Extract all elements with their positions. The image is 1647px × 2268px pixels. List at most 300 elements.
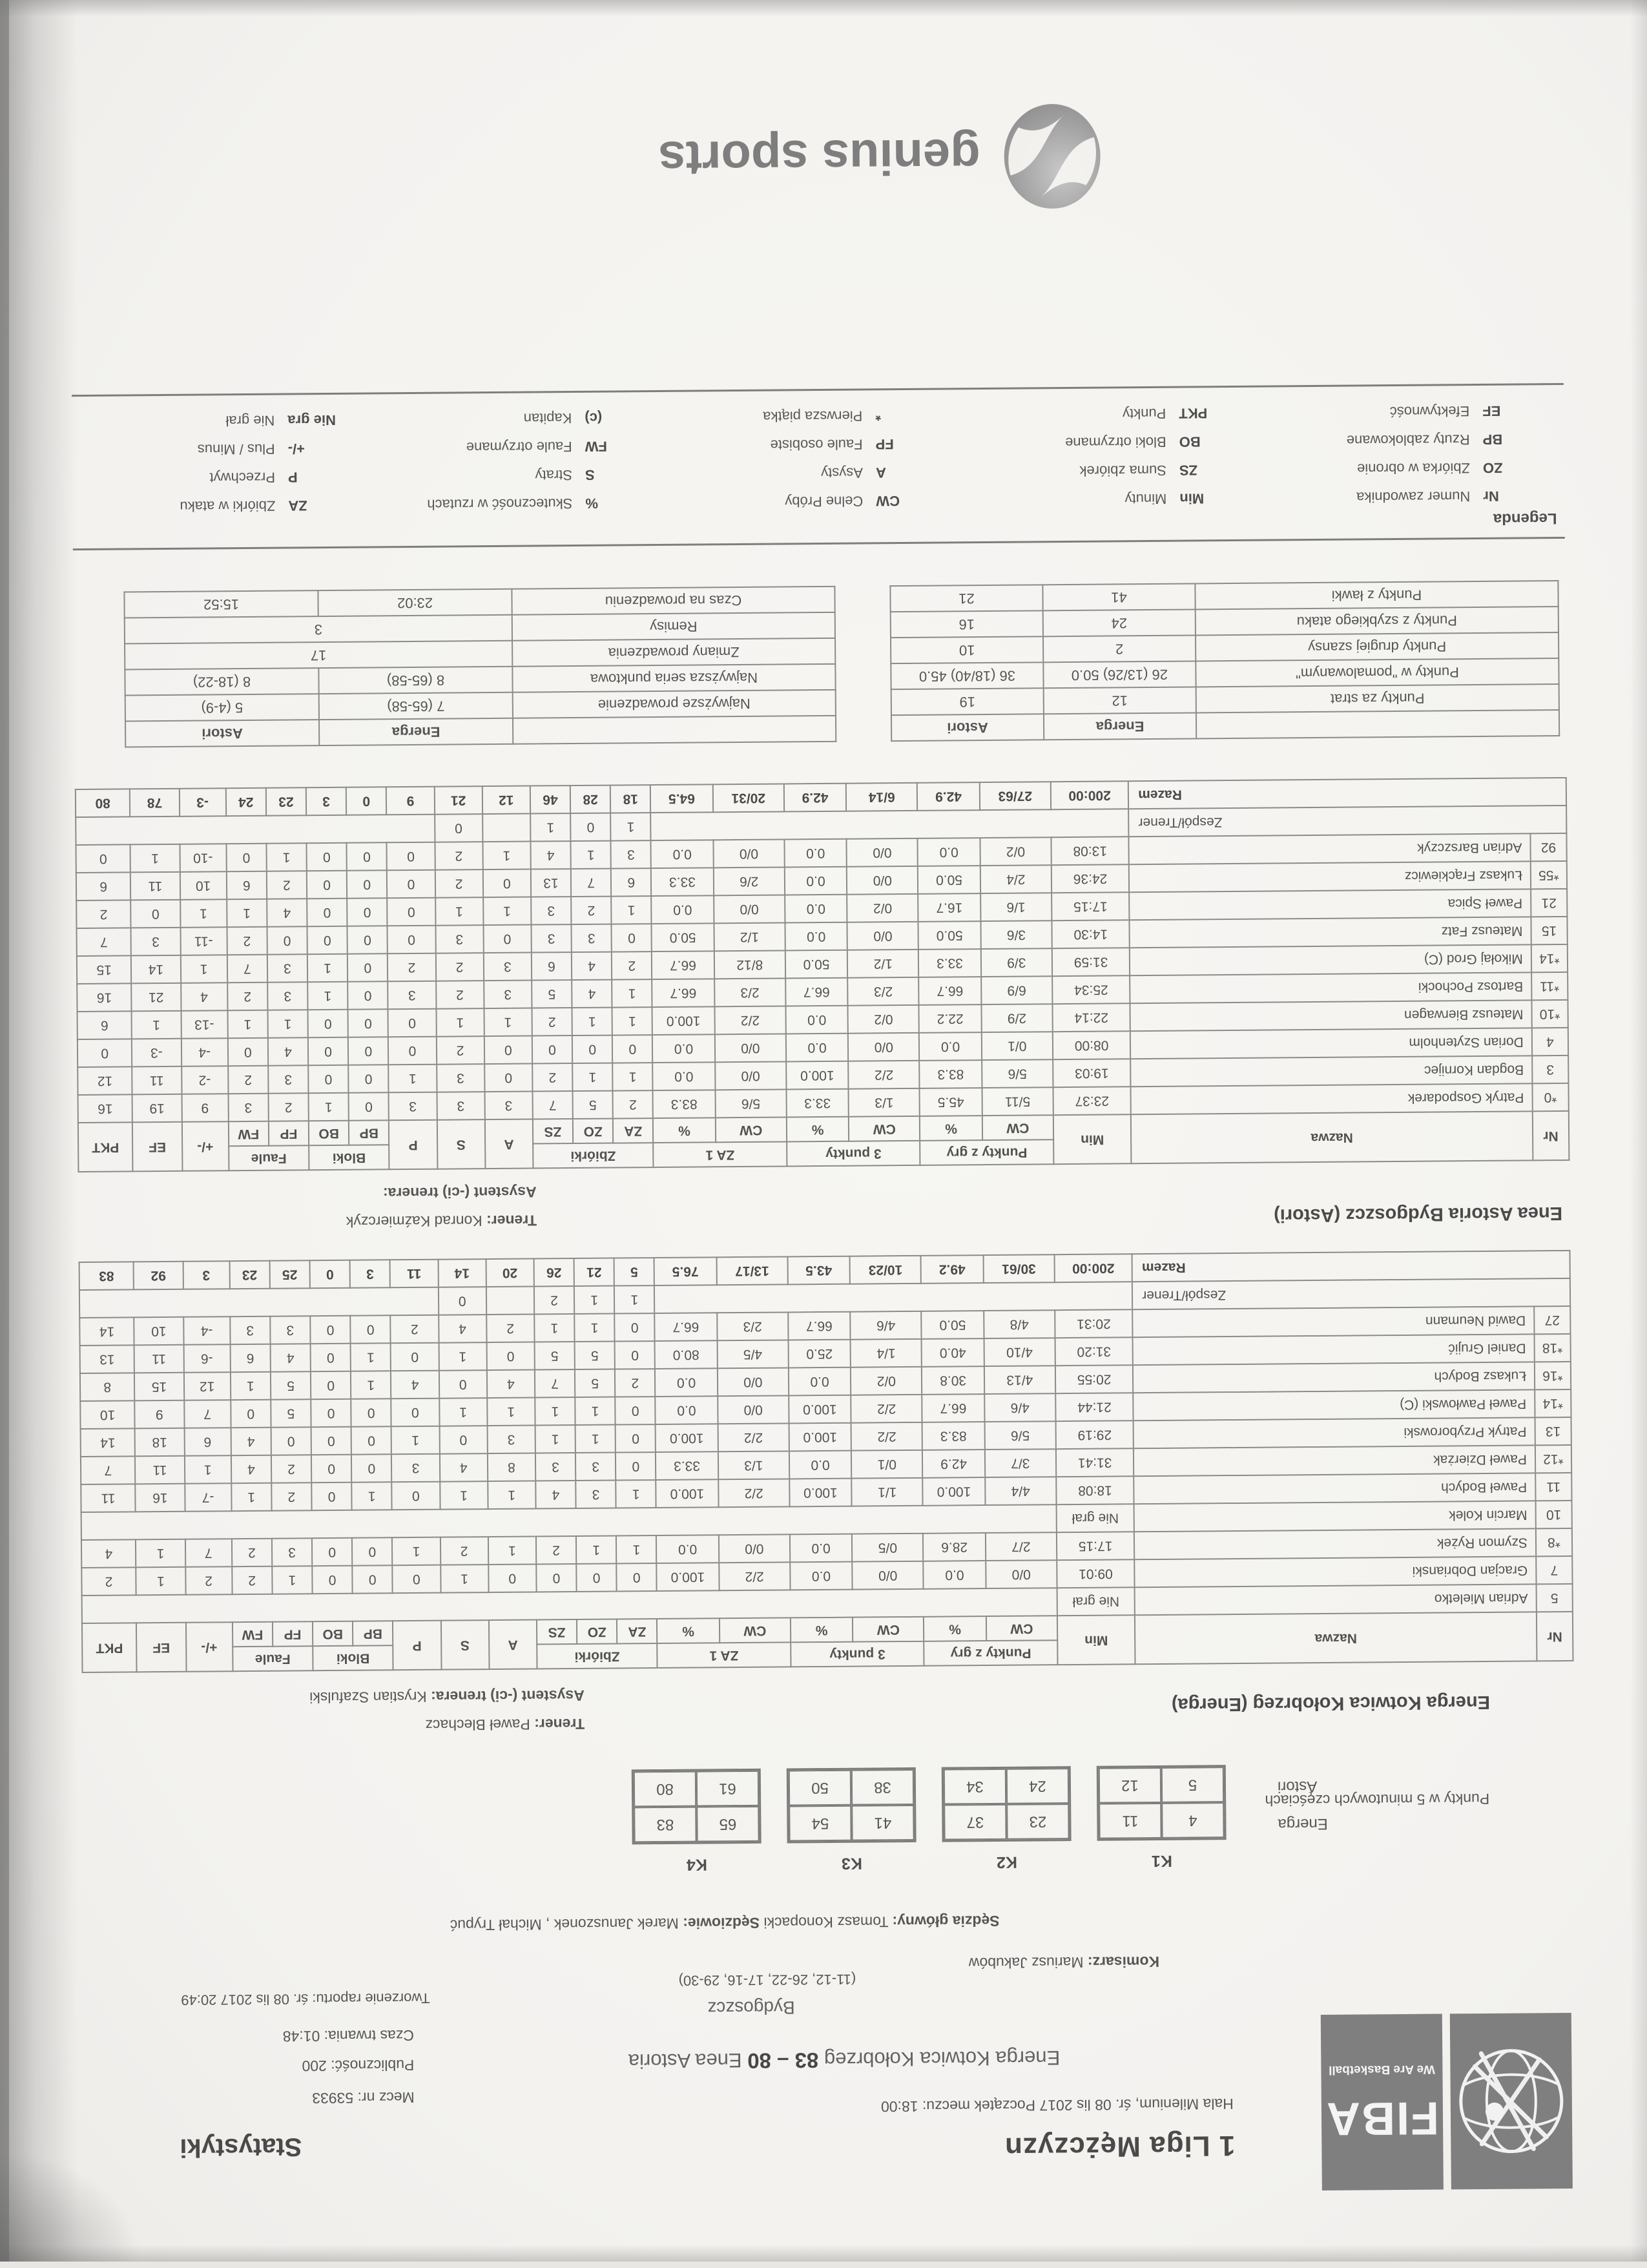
stat-pkt: 6	[78, 1011, 132, 1039]
stat-pkt: 12	[78, 1066, 132, 1095]
player-number: *18	[1534, 1334, 1570, 1362]
player-number: *12	[1535, 1445, 1571, 1473]
total-ftp: 76.5	[654, 1257, 717, 1285]
legend-abbr: P	[288, 468, 350, 486]
summary-header: Astori	[125, 720, 319, 747]
player-number: 4	[1532, 1028, 1568, 1056]
stat-pm: -7	[185, 1483, 232, 1512]
stat-ftp: 0.0	[652, 895, 714, 924]
quarter-cell: 37	[944, 1804, 1006, 1840]
stat-p3: 1/3	[849, 1088, 920, 1117]
fiba-globe-icon	[1450, 2013, 1573, 2189]
stat-fw: 4	[231, 1455, 272, 1483]
legend-desc: Faule otrzymane	[466, 439, 572, 455]
stat-bp: 0	[351, 1426, 391, 1454]
stat-ft: 2/2	[718, 1479, 790, 1507]
stat-fw: 3	[228, 1094, 269, 1121]
stat-s: 2	[436, 1036, 484, 1065]
quarter-header: K1	[1097, 1851, 1227, 1871]
stat-za: 3	[611, 840, 651, 868]
stat-s: 0	[439, 1426, 488, 1454]
quarter-cell: 61	[696, 1771, 759, 1807]
summary-value-astori: 5 (4-9)	[125, 694, 319, 721]
stat-p3p: 100.0	[789, 1423, 851, 1451]
stat-pkt: 8	[80, 1373, 135, 1401]
stat-min: 21:44	[1055, 1393, 1134, 1421]
stat-ef: 1	[132, 1011, 181, 1039]
stat-bo: 1	[309, 1093, 349, 1121]
team-heading-astoria: Enea Astoria Bydgoszcz (Astori)	[1274, 1202, 1562, 1226]
stat-fgp: 40.0	[922, 1338, 984, 1367]
stat-a: 3	[487, 1426, 535, 1454]
stat-p: 0	[392, 1482, 440, 1510]
player-name: Daniel Grujić	[1133, 1334, 1535, 1365]
stat-ft: 0/0	[715, 1061, 787, 1090]
summary-value-energa: 7 (65-58)	[319, 692, 513, 720]
stat-p3: 2/2	[848, 1061, 920, 1089]
stat-ef: 9	[135, 1400, 185, 1429]
stat-fgp: 16.7	[918, 893, 981, 922]
report-created-line: Tworzenie raportu: śr. 08 lis 2017 20:49	[181, 1990, 430, 2008]
stat-s: 3	[435, 925, 484, 953]
stat-fw: 2	[227, 927, 267, 955]
player-name: Adrian Barszczyk	[1129, 833, 1531, 864]
stat-za: 1	[610, 813, 650, 840]
stat-ft: 2/2	[718, 1423, 789, 1451]
stat-fg: 4/8	[984, 1310, 1055, 1338]
total-s: 21	[434, 786, 482, 815]
stat-p3: 0/2	[848, 1005, 920, 1034]
total-zs: 46	[530, 785, 570, 813]
legend-item	[763, 407, 937, 425]
column-header: P	[389, 1120, 437, 1170]
stat-min: 29:19	[1056, 1420, 1134, 1449]
legend-item	[225, 411, 349, 430]
total-p: 9	[386, 787, 435, 815]
stat-za: 1	[616, 1480, 656, 1508]
stat-ft: 1/3	[718, 1451, 790, 1479]
quarter-cell: 11	[1099, 1803, 1161, 1839]
stat-bp: 0	[348, 1065, 388, 1092]
quarter-cell: 83	[634, 1807, 696, 1843]
legend-abbr: FW	[585, 437, 647, 455]
summary-header: Energa	[1044, 713, 1196, 740]
stat-p3: 0/2	[851, 1367, 922, 1395]
column-header: PKT	[78, 1122, 133, 1172]
column-header: PKT	[82, 1623, 137, 1672]
stat-min: 24:36	[1051, 864, 1130, 893]
stat-za: 0	[612, 1035, 652, 1063]
summary-header	[513, 716, 836, 744]
player-name: Mikołaj Grod (C)	[1130, 944, 1531, 975]
player-number: 10	[1535, 1501, 1571, 1528]
stat-ftp: 83.3	[653, 1090, 716, 1118]
legend-desc: Zbiórki w ataku	[180, 498, 275, 515]
summary-header-row	[891, 710, 1559, 741]
assistant-label: Asystent (-ci) trenera:	[431, 1687, 585, 1705]
stat-za: 0	[615, 1397, 655, 1424]
column-subheader: FW	[229, 1121, 269, 1146]
stat-ft: 2/2	[714, 1006, 786, 1034]
stat-ftp: 66.7	[655, 1313, 718, 1341]
head-referee-label: Sędzia główny:	[892, 1913, 999, 1930]
summary-table	[123, 586, 836, 748]
stat-p3: 0/0	[847, 838, 918, 867]
legend-desc: Faule osobiste	[770, 436, 862, 453]
legend-abbr: EF	[1482, 402, 1544, 419]
stat-fw: 1	[227, 1010, 268, 1038]
summary-value-astori: 16	[891, 610, 1043, 638]
page-title: 1 Liga Mężczyzn	[1004, 2129, 1236, 2163]
stat-pkt: 14	[81, 1428, 136, 1457]
stat-za: 2	[612, 952, 652, 979]
stat-za: 1	[616, 1535, 656, 1563]
stat-pkt: 4	[81, 1539, 136, 1568]
stat-p3: 0/2	[847, 894, 918, 922]
quarter-team-label: Astori	[1278, 1776, 1374, 1795]
stat-fgp: 28.6	[923, 1533, 986, 1561]
stat-min: 18:08	[1056, 1476, 1134, 1504]
quarter-box	[1097, 1765, 1227, 1841]
stat-fg: 4/4	[985, 1477, 1057, 1505]
referees-line	[450, 1912, 1000, 1934]
stat-ft: 0/0	[718, 1395, 789, 1424]
blank	[654, 1282, 1132, 1313]
column-header: S	[437, 1119, 485, 1169]
stat-s: 1	[439, 1342, 487, 1371]
column-subheader: ZS	[537, 1619, 577, 1644]
legend-item	[1079, 461, 1241, 479]
column-header: EF	[136, 1623, 186, 1672]
stat-zs: 1	[535, 1425, 575, 1453]
stat-p3p: 100.0	[786, 1061, 849, 1090]
stat-s: 2	[440, 1537, 488, 1565]
stat-fgp: 45.5	[920, 1088, 982, 1116]
stat-zs: 3	[531, 897, 571, 924]
quarter-header: K4	[632, 1855, 761, 1875]
stat-ef: 1	[130, 844, 180, 873]
stat-p3p: 66.7	[788, 1312, 851, 1340]
player-name: Patryk Gospodarek	[1131, 1083, 1533, 1114]
stat-fgp: 33.3	[918, 949, 981, 977]
duration: Czas trwania: 01:48	[283, 2026, 414, 2045]
stat-zo: 4	[572, 952, 612, 980]
stat-ef: 11	[135, 1456, 185, 1484]
score-value: 83 – 80	[747, 2048, 818, 2073]
stat-bo: 0	[307, 871, 347, 899]
stat-min: 31:59	[1052, 948, 1130, 976]
score-home-team: Energa Kotwica Kołobrzeg	[824, 2046, 1061, 2071]
stat-fp: 0	[267, 926, 307, 954]
summary-value-energa: 24	[1043, 609, 1196, 636]
stat-p3: 0/5	[852, 1534, 924, 1562]
stat-p3: 0/0	[847, 866, 918, 895]
stat-pkt: 11	[81, 1484, 136, 1512]
stat-zo: 4	[572, 980, 612, 1008]
stat-s: 2	[436, 981, 484, 1009]
legend-abbr: S	[585, 466, 647, 483]
player-number: 11	[1535, 1473, 1571, 1501]
column-header: 3 punkty	[791, 1641, 924, 1667]
stat-fgp: 83.3	[922, 1422, 985, 1450]
stat-p3: 0/0	[848, 1033, 920, 1061]
roster-table	[79, 1250, 1574, 1673]
legend-desc: Pierwsza piątka	[763, 408, 862, 424]
player-name: Patryk Przyborowski	[1134, 1417, 1535, 1448]
stat-p3p: 0.0	[785, 1006, 848, 1034]
stat-p: 0	[387, 842, 435, 871]
stat-za: 2	[615, 1369, 655, 1397]
stat-zs: 2	[532, 1008, 572, 1035]
stat-za: 0	[616, 1452, 656, 1480]
summary-header: Energa	[319, 718, 513, 745]
quarter-cell: 23	[1006, 1804, 1069, 1840]
stat-zo: 2	[571, 897, 611, 924]
legend-desc: Nie grał	[225, 413, 274, 430]
stat-ft: 5/6	[715, 1089, 787, 1118]
legend-abbr: PKT	[1179, 404, 1241, 422]
stat-p: 0	[387, 870, 435, 899]
column-header: S	[440, 1620, 489, 1670]
column-header: Faule	[229, 1145, 309, 1170]
total-fw: 23	[229, 1261, 270, 1289]
summary-label: Punkty z ławki	[1195, 581, 1558, 609]
legend-desc: Przechwyt	[209, 470, 275, 486]
total-za: 5	[614, 1258, 654, 1285]
stat-zs: 4	[535, 1481, 575, 1508]
stat-bp: 1	[351, 1343, 391, 1371]
column-subheader: CW	[720, 1618, 791, 1643]
stat-zo: 3	[575, 1453, 616, 1481]
column-subheader: %	[657, 1618, 720, 1643]
team-row-label: Zespół/Trener	[1132, 1278, 1570, 1309]
stat-pkt: 0	[76, 844, 130, 873]
blank	[651, 809, 1129, 840]
total-pkt: 80	[76, 789, 130, 817]
summary-header: Astori	[891, 714, 1044, 741]
stat-p: 0	[388, 898, 436, 926]
stat-pkt: 16	[77, 983, 132, 1012]
stat-p3p: 0.0	[784, 839, 847, 868]
stat-pm: 1	[180, 955, 227, 983]
coach-line-astoria	[346, 1211, 537, 1230]
legend-desc: Straty	[535, 467, 572, 483]
player-name: Dorian Szytenholm	[1130, 1028, 1532, 1059]
stat-p: 1	[389, 1065, 437, 1093]
total-ft: 13/17	[716, 1256, 788, 1285]
roster-table	[75, 777, 1570, 1172]
player-name: Gracjan Dobrianski	[1134, 1556, 1536, 1587]
stat-ftp: 33.3	[656, 1451, 718, 1480]
stat-p3: 0/0	[852, 1561, 924, 1590]
stat-fgp: 66.7	[922, 1394, 985, 1422]
stat-zo: 0	[576, 1564, 616, 1592]
stats-label: Statystyki	[180, 2132, 302, 2161]
stat-ft: 2/3	[714, 978, 786, 1006]
player-name: Bartosz Pochocki	[1130, 972, 1531, 1003]
legend-item	[466, 437, 647, 455]
stat-zs: 5	[532, 980, 572, 1008]
stat-fg: 4/6	[984, 1393, 1056, 1422]
summary-value-astori: 19	[891, 688, 1044, 715]
stat-pkt: 14	[79, 1317, 134, 1346]
stat-bp: 0	[350, 1315, 390, 1343]
coach-name: Konrad Kaźmierczyk	[346, 1212, 487, 1231]
stat-bp: 0	[347, 898, 387, 926]
stat-a: 4	[487, 1370, 535, 1399]
stat-s: 0	[439, 1370, 487, 1399]
stat-pm: 1	[184, 1455, 231, 1484]
stat-fw: 3	[230, 1316, 271, 1344]
total-p3: 10/23	[850, 1256, 922, 1284]
stat-p3p: 33.3	[786, 1089, 849, 1118]
stat-min: 20:31	[1055, 1309, 1133, 1338]
stat-pm: 10	[180, 871, 227, 900]
fiba-tagline: We Are Basketball	[1321, 2062, 1442, 2077]
stat-pkt: 15	[77, 955, 132, 984]
stat-ftp: 50.0	[652, 923, 714, 952]
stat-a: 0	[483, 925, 532, 953]
stat-a: 1	[483, 897, 532, 926]
stat-p3: 0/1	[851, 1450, 923, 1479]
stat-s: 3	[437, 1064, 485, 1092]
legend-abbr: %	[585, 494, 647, 512]
roster-energa	[79, 1250, 1574, 1673]
stat-za: 1	[612, 979, 652, 1007]
stat-fgp: 0.0	[918, 838, 980, 866]
stat-fg: 5/6	[984, 1421, 1056, 1450]
legend-abbr: BP	[1483, 430, 1545, 448]
stat-za: 1	[612, 1063, 652, 1090]
stat-ftp: 0.0	[651, 840, 714, 868]
total-fp: 23	[266, 787, 306, 815]
stat-fg: 6/9	[981, 976, 1053, 1004]
total-ef: 78	[130, 789, 180, 817]
stat-bp: 0	[347, 953, 388, 981]
stat-pm: 7	[184, 1400, 231, 1428]
stat-ef: 0	[131, 900, 181, 928]
summary-value-energa: 26 (13/26) 50.0	[1043, 661, 1196, 688]
stat-za: 6	[611, 868, 651, 896]
total-pm: -3	[179, 788, 226, 817]
legend-abbr: CW	[876, 492, 938, 510]
column-header: Nazwa	[1131, 1111, 1533, 1163]
column-subheader: CW	[853, 1617, 924, 1642]
legend-item	[785, 492, 938, 510]
summary-row	[891, 684, 1559, 715]
commissioner-label: Komisarz:	[1088, 1953, 1159, 1971]
stat-fgp: 22.2	[919, 1004, 982, 1033]
stat-pm: -10	[180, 844, 227, 872]
stat-zs: 0	[536, 1564, 576, 1592]
stat-s: 0	[435, 814, 483, 842]
stat-fw: 0	[226, 844, 267, 871]
stat-fg: 0/1	[981, 1032, 1053, 1060]
stat-p3: 2/2	[851, 1395, 922, 1423]
stat-pkt: 2	[76, 900, 131, 928]
total-ef: 92	[134, 1262, 183, 1290]
referees-label: Sędziowie:	[683, 1915, 760, 1932]
stat-zo: 3	[572, 924, 612, 952]
legend-desc: Suma zbiórek	[1079, 463, 1166, 479]
stat-fp: 5	[271, 1371, 311, 1399]
assistant-line-energa	[309, 1687, 585, 1706]
stat-zo: 1	[574, 1314, 614, 1342]
fiba-wordmark-box	[1321, 2014, 1444, 2190]
legend-abbr: Min	[1179, 490, 1241, 507]
score-away-team: Enea Astoria	[628, 2049, 742, 2072]
stat-za: 2	[613, 1090, 653, 1118]
summary-table-left	[889, 580, 1560, 742]
stat-ef: 1	[136, 1539, 185, 1568]
stat-p3p: 0.0	[790, 1534, 853, 1563]
column-subheader: BP	[349, 1120, 389, 1145]
stat-ftp: 33.3	[651, 868, 714, 896]
column-subheader: BO	[309, 1121, 349, 1145]
column-header: +/-	[181, 1121, 229, 1171]
stat-fw: 1	[227, 899, 267, 927]
totals-label: Razem	[1132, 1251, 1570, 1282]
column-header: Nr	[1537, 1612, 1573, 1661]
stat-ftp: 66.7	[652, 951, 714, 979]
stat-p3p: 0.0	[785, 922, 847, 951]
total-s: 14	[438, 1259, 486, 1287]
summary-span-value: 17	[125, 641, 512, 670]
legend-item	[198, 440, 350, 458]
stat-zo: 1	[572, 1008, 612, 1035]
stat-bo: 0	[308, 1037, 348, 1065]
legend-item	[524, 409, 647, 426]
coach-line-energa	[425, 1715, 585, 1734]
stat-zs: 7	[535, 1369, 575, 1397]
stat-za: 1	[611, 896, 651, 924]
column-subheader: %	[653, 1118, 716, 1143]
legend-desc: Zbiórka w obronie	[1357, 460, 1470, 477]
summary-value-energa: 12	[1044, 687, 1196, 714]
stat-fp: 4	[270, 1344, 310, 1371]
player-number: 7	[1536, 1556, 1572, 1584]
stat-za: 1	[614, 1285, 654, 1313]
stat-ftp: 100.0	[656, 1424, 718, 1452]
stat-ftp: 0.0	[655, 1368, 718, 1397]
stat-fw: 4	[231, 1428, 271, 1455]
stat-a: 3	[484, 981, 532, 1009]
stat-zs: 2	[532, 1063, 572, 1091]
stat-ftp: 0.0	[656, 1396, 718, 1424]
stat-bp: 0	[349, 1092, 389, 1120]
total-fg: 30/61	[983, 1254, 1055, 1283]
fiba-logo	[1313, 2013, 1573, 2190]
stat-fg: 2/7	[986, 1532, 1057, 1561]
stat-zs: 1	[535, 1397, 575, 1425]
stat-ef: 1	[136, 1567, 186, 1596]
total-bp: 0	[346, 787, 386, 815]
stat-pm: 4	[181, 983, 228, 1011]
five-min-points-label: Punkty w 5 minutowych częściach	[1265, 1790, 1489, 1809]
legend-desc: Kapitan	[524, 410, 572, 427]
stat-p3p: 0.0	[786, 1034, 849, 1062]
summary-value-energa: 23:02	[318, 589, 512, 616]
stat-pm: -13	[181, 1010, 228, 1039]
stat-ftp: 0.0	[652, 1034, 715, 1063]
player-number: 13	[1535, 1417, 1571, 1445]
summary-row	[891, 607, 1559, 638]
stat-bo: 0	[311, 1371, 351, 1399]
player-number: *14	[1531, 944, 1568, 972]
stat-ftp: 100.0	[656, 1479, 719, 1508]
legend-abbr: ZO	[1483, 459, 1545, 476]
legend-item	[1390, 402, 1545, 420]
